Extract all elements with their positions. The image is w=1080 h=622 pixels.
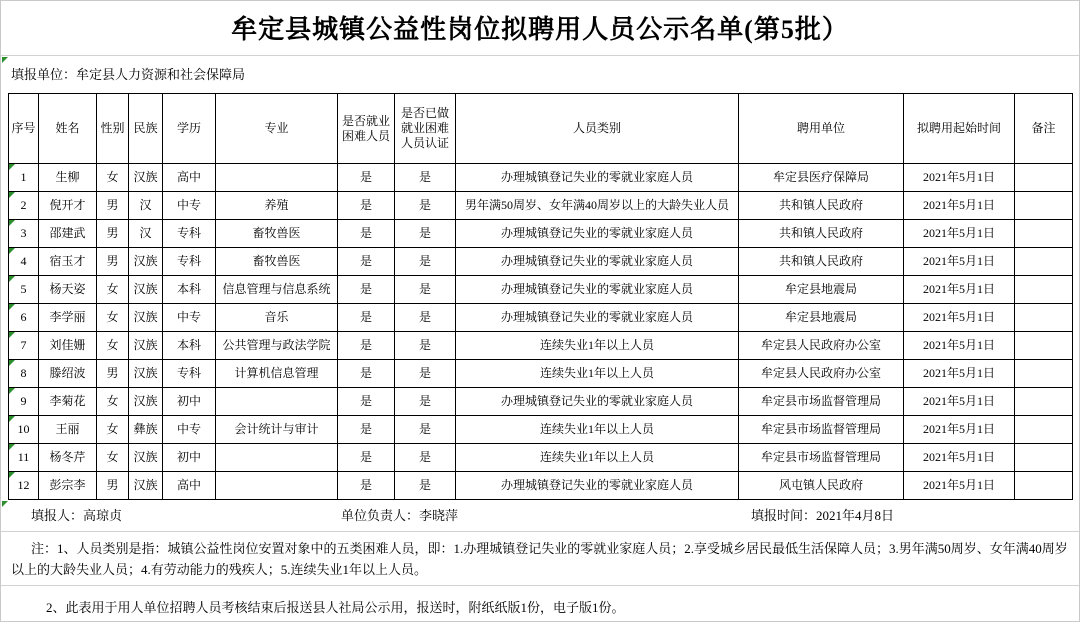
table-cell: 汉 (129, 220, 163, 248)
table-cell: 12 (9, 472, 39, 500)
table-cell: 2021年5月1日 (904, 304, 1015, 332)
table-cell: 彭宗李 (39, 472, 97, 500)
table-cell: 王丽 (39, 416, 97, 444)
table-cell: 是 (338, 332, 395, 360)
table-cell: 刘佳姗 (39, 332, 97, 360)
table-cell: 是 (395, 416, 456, 444)
table-cell: 是 (395, 304, 456, 332)
table-cell (1015, 304, 1073, 332)
table-cell: 女 (97, 444, 129, 472)
table-cell: 办理城镇登记失业的零就业家庭人员 (456, 220, 739, 248)
table-row (9, 472, 1073, 500)
col-header-employer: 聘用单位 (739, 94, 904, 164)
col-header-start-date: 拟聘用起始时间 (904, 94, 1015, 164)
table-cell: 高中 (163, 472, 216, 500)
table-cell: 是 (395, 444, 456, 472)
table-cell: 是 (395, 248, 456, 276)
col-header-index: 序号 (9, 94, 39, 164)
table-cell: 是 (338, 192, 395, 220)
table-cell: 汉 (129, 192, 163, 220)
table-cell: 李学丽 (39, 304, 97, 332)
table-cell (216, 444, 338, 472)
table-row (9, 444, 1073, 472)
table-cell: 1 (9, 164, 39, 192)
table-cell: 2021年5月1日 (904, 388, 1015, 416)
table-cell: 8 (9, 360, 39, 388)
table-cell: 公共管理与政法学院 (216, 332, 338, 360)
table-cell: 男 (97, 192, 129, 220)
table-cell: 连续失业1年以上人员 (456, 360, 739, 388)
table-row (9, 416, 1073, 444)
col-header-category: 人员类别 (456, 94, 739, 164)
table-row (9, 220, 1073, 248)
filing-unit-label: 填报单位：牟定县人力资源和社会保障局 (11, 67, 246, 82)
table-cell: 是 (395, 472, 456, 500)
table-cell: 办理城镇登记失业的零就业家庭人员 (456, 248, 739, 276)
page-title: 牟定县城镇公益性岗位拟聘用人员公示名单(第5批） (1, 1, 1079, 56)
table-row (9, 360, 1073, 388)
table-cell: 专科 (163, 248, 216, 276)
table-cell: 是 (395, 220, 456, 248)
table-cell: 女 (97, 276, 129, 304)
table-cell: 倪开才 (39, 192, 97, 220)
table-cell: 办理城镇登记失业的零就业家庭人员 (456, 276, 739, 304)
table-cell: 10 (9, 416, 39, 444)
table-cell: 是 (338, 472, 395, 500)
table-cell: 李菊花 (39, 388, 97, 416)
table-cell: 本科 (163, 276, 216, 304)
table-body (9, 164, 1073, 500)
table-cell (216, 388, 338, 416)
table-cell: 汉族 (129, 388, 163, 416)
table-cell: 高中 (163, 164, 216, 192)
table-cell: 2021年5月1日 (904, 360, 1015, 388)
table-cell: 9 (9, 388, 39, 416)
table-cell: 是 (395, 388, 456, 416)
table-cell: 杨天姿 (39, 276, 97, 304)
table-cell: 共和镇人民政府 (739, 248, 904, 276)
table-cell: 2021年5月1日 (904, 444, 1015, 472)
table-cell: 2 (9, 192, 39, 220)
table-cell: 汉族 (129, 248, 163, 276)
note-1: 注：1、人员类别是指：城镇公益性岗位安置对象中的五类困难人员，即：1.办理城镇登记失业的零就业家庭人员；2.享受城乡居民最低生活保障人员；3.男年满50周岁、女年满40周岁以上的大龄失业人员；4.有劳动能力的残疾人；5.连续失业1年以上人员。 (1, 532, 1079, 586)
col-header-ethnicity: 民族 (129, 94, 163, 164)
table-cell: 2021年5月1日 (904, 332, 1015, 360)
table-cell: 连续失业1年以上人员 (456, 444, 739, 472)
table-row (9, 388, 1073, 416)
table-cell: 办理城镇登记失业的零就业家庭人员 (456, 388, 739, 416)
table-cell: 邵建武 (39, 220, 97, 248)
table-cell: 3 (9, 220, 39, 248)
signature-row (1, 500, 1079, 532)
table-cell: 是 (338, 360, 395, 388)
table-cell: 2021年5月1日 (904, 164, 1015, 192)
table-cell: 汉族 (129, 332, 163, 360)
table-cell: 办理城镇登记失业的零就业家庭人员 (456, 304, 739, 332)
table-cell: 2021年5月1日 (904, 416, 1015, 444)
table-cell: 共和镇人民政府 (739, 192, 904, 220)
table-cell: 是 (338, 276, 395, 304)
table-cell: 连续失业1年以上人员 (456, 416, 739, 444)
table-cell: 女 (97, 164, 129, 192)
table-cell: 专科 (163, 360, 216, 388)
col-header-name: 姓名 (39, 94, 97, 164)
table-cell: 是 (338, 416, 395, 444)
table-cell: 计算机信息管理 (216, 360, 338, 388)
table-cell: 女 (97, 304, 129, 332)
table-cell: 畜牧兽医 (216, 220, 338, 248)
table-cell: 牟定县市场监督管理局 (739, 444, 904, 472)
table-header-row (9, 94, 1073, 164)
table-row (9, 164, 1073, 192)
table-cell: 男 (97, 360, 129, 388)
table-row (9, 332, 1073, 360)
table-cell: 是 (395, 192, 456, 220)
note-2: 2、此表用于用人单位招聘人员考核结束后报送县人社局公示用，报送时，附纸纸版1份，电子版1份。 (46, 600, 625, 615)
col-header-education: 学历 (163, 94, 216, 164)
table-cell: 男 (97, 472, 129, 500)
table-cell: 汉族 (129, 472, 163, 500)
table-cell (1015, 248, 1073, 276)
table-cell: 畜牧兽医 (216, 248, 338, 276)
table-cell (1015, 220, 1073, 248)
table-cell: 2021年5月1日 (904, 472, 1015, 500)
table-cell: 男年满50周岁、女年满40周岁以上的大龄失业人员 (456, 192, 739, 220)
preparer-label: 填报人：高琼贞 (31, 508, 123, 523)
table-cell (1015, 472, 1073, 500)
table-cell: 是 (395, 164, 456, 192)
table-cell: 牟定县市场监督管理局 (739, 388, 904, 416)
table-cell: 养殖 (216, 192, 338, 220)
table-cell: 连续失业1年以上人员 (456, 332, 739, 360)
filing-unit-row (1, 56, 1079, 93)
table-cell: 是 (338, 388, 395, 416)
table-cell: 男 (97, 220, 129, 248)
table-cell: 牟定县市场监督管理局 (739, 416, 904, 444)
table-cell: 是 (338, 444, 395, 472)
col-header-major: 专业 (216, 94, 338, 164)
table-cell: 汉族 (129, 164, 163, 192)
table-cell (216, 164, 338, 192)
table-cell (1015, 332, 1073, 360)
table-cell: 2021年5月1日 (904, 192, 1015, 220)
table-cell: 女 (97, 332, 129, 360)
table-cell: 是 (395, 276, 456, 304)
table-cell: 宿玉才 (39, 248, 97, 276)
table-cell: 中专 (163, 304, 216, 332)
table-row (9, 304, 1073, 332)
fill-date-label: 填报时间：2021年4月8日 (751, 508, 895, 523)
table-cell: 牟定县人民政府办公室 (739, 360, 904, 388)
table-cell: 女 (97, 388, 129, 416)
table-cell: 本科 (163, 332, 216, 360)
table-cell: 是 (338, 220, 395, 248)
table-cell: 汉族 (129, 304, 163, 332)
table-cell: 生柳 (39, 164, 97, 192)
table-cell: 6 (9, 304, 39, 332)
table-cell: 是 (338, 248, 395, 276)
table-cell: 4 (9, 248, 39, 276)
table-cell: 滕绍波 (39, 360, 97, 388)
table-row (9, 276, 1073, 304)
table-cell: 彝族 (129, 416, 163, 444)
table-cell: 2021年5月1日 (904, 220, 1015, 248)
table-cell (1015, 360, 1073, 388)
col-header-remarks: 备注 (1015, 94, 1073, 164)
table-cell: 杨冬芹 (39, 444, 97, 472)
table-cell (1015, 444, 1073, 472)
personnel-table (8, 93, 1073, 500)
table-cell: 办理城镇登记失业的零就业家庭人员 (456, 472, 739, 500)
table-cell: 是 (338, 164, 395, 192)
table-row (9, 248, 1073, 276)
table-cell (1015, 164, 1073, 192)
table-cell: 汉族 (129, 276, 163, 304)
table-cell (216, 472, 338, 500)
table-cell (1015, 388, 1073, 416)
table-cell: 办理城镇登记失业的零就业家庭人员 (456, 164, 739, 192)
table-cell: 牟定县人民政府办公室 (739, 332, 904, 360)
table-cell: 中专 (163, 416, 216, 444)
table-cell: 初中 (163, 444, 216, 472)
table-cell: 2021年5月1日 (904, 276, 1015, 304)
table-cell: 牟定县地震局 (739, 304, 904, 332)
table-cell: 男 (97, 248, 129, 276)
table-cell: 5 (9, 276, 39, 304)
table-cell: 风屯镇人民政府 (739, 472, 904, 500)
table-cell: 专科 (163, 220, 216, 248)
table-cell: 是 (338, 304, 395, 332)
col-header-gender: 性别 (97, 94, 129, 164)
table-cell: 女 (97, 416, 129, 444)
table-cell: 信息管理与信息系统 (216, 276, 338, 304)
table-row (9, 192, 1073, 220)
table-cell: 初中 (163, 388, 216, 416)
table-cell (1015, 416, 1073, 444)
table-cell: 11 (9, 444, 39, 472)
col-header-certification: 是否已做就业困难人员认证 (395, 94, 456, 164)
table-cell: 汉族 (129, 360, 163, 388)
table-header (9, 94, 1073, 164)
table-cell: 2021年5月1日 (904, 248, 1015, 276)
table-cell: 汉族 (129, 444, 163, 472)
table-cell: 7 (9, 332, 39, 360)
table-cell: 牟定县医疗保障局 (739, 164, 904, 192)
table-cell: 共和镇人民政府 (739, 220, 904, 248)
table-cell: 牟定县地震局 (739, 276, 904, 304)
table-cell: 是 (395, 332, 456, 360)
table-cell (1015, 276, 1073, 304)
table-cell (1015, 192, 1073, 220)
unit-head-label: 单位负责人：李晓萍 (341, 508, 459, 523)
table-cell: 音乐 (216, 304, 338, 332)
table-cell: 中专 (163, 192, 216, 220)
table-cell: 会计统计与审计 (216, 416, 338, 444)
table-cell: 是 (395, 360, 456, 388)
col-header-employment-difficulty: 是否就业困难人员 (338, 94, 395, 164)
